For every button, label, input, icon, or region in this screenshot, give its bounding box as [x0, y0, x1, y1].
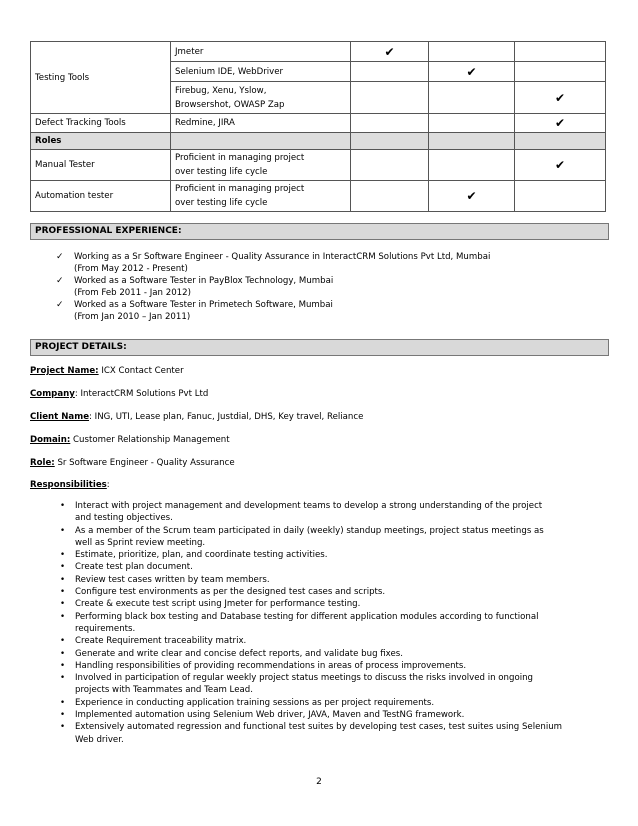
experience-dates: (From Jan 2010 – Jan 2011) — [74, 312, 191, 322]
list-item — [30, 561, 605, 573]
list-item — [30, 525, 605, 550]
client-label: Client Name — [30, 412, 90, 422]
responsibility-line: Generate and write clear and concise defect reports, and validate bug fixes. — [75, 648, 403, 659]
responsibilities-row — [30, 480, 600, 490]
responsibility-line: Experience in conducting application training sessions as per project requirements. — [75, 697, 435, 708]
responsibility-line: Estimate, prioritize, plan, and coordinate testing activities. — [75, 550, 328, 561]
bullet-icon: • — [60, 611, 66, 622]
company-row — [30, 389, 600, 399]
bullet-icon: • — [60, 673, 66, 684]
project-details-heading: PROJECT DETAILS: — [30, 339, 609, 356]
client-row — [30, 412, 600, 422]
check-icon: ✓ — [56, 300, 64, 310]
professional-experience-heading: PROFESSIONAL EXPERIENCE: — [30, 223, 609, 240]
defect-tracking-label: Defect Tracking Tools — [31, 114, 171, 133]
role-automation-tester: Automation tester — [31, 181, 171, 212]
project-name-row — [30, 366, 600, 376]
responsibilities-list — [30, 500, 605, 746]
experience-line: Worked as a Software Tester in PayBlox Technology, Mumbai — [74, 276, 334, 286]
responsibility-line: Configure test environments as per the designed test cases and scripts. — [75, 587, 386, 598]
company-label: Company — [30, 389, 75, 399]
list-item — [30, 299, 590, 323]
check-mark-icon: ✔ — [351, 42, 429, 62]
check-mark-icon: ✔ — [429, 181, 515, 212]
experience-line: Working as a Sr Software Engineer - Quality Assurance in InteractCRM Solutions Pvt Ltd, Mumbai — [74, 252, 491, 262]
bullet-icon: • — [60, 587, 66, 598]
bullet-icon: • — [60, 710, 66, 721]
list-item — [30, 709, 605, 721]
list-item — [30, 611, 605, 636]
bullet-icon: • — [60, 501, 66, 511]
responsibility-line: Interact with project management and development teams to develop a strong understanding of the project — [75, 501, 543, 511]
project-name-value: ICX Contact Center — [98, 366, 184, 376]
experience-dates: (From Feb 2011 - Jan 2012) — [74, 288, 191, 298]
list-item — [30, 549, 605, 561]
responsibility-line: and testing objectives. — [75, 513, 173, 524]
tool-firebug-line2: Browsershot, OWASP Zap — [175, 99, 285, 110]
list-item — [30, 574, 605, 586]
role-value: Sr Software Engineer - Quality Assurance — [54, 458, 235, 468]
page-number: 2 — [316, 777, 322, 787]
responsibility-line: Create Requirement traceability matrix. — [75, 636, 247, 647]
list-item — [30, 648, 605, 660]
role-desc-line1: Proficient in managing project — [175, 184, 305, 194]
bullet-icon: • — [60, 550, 66, 561]
responsibility-line: Handling responsibilities of providing recommendations in areas of process improvements. — [75, 660, 467, 671]
role-desc-line2: over testing life cycle — [175, 198, 268, 208]
role-label: Role: — [30, 458, 55, 468]
check-mark-icon: ✔ — [429, 62, 515, 82]
bullet-icon: • — [60, 574, 66, 585]
bullet-icon: • — [60, 525, 66, 536]
list-item — [30, 697, 605, 709]
responsibility-line: Performing black box testing and Database testing for different application modules according to functional — [75, 611, 539, 622]
tool-selenium: Selenium IDE, WebDriver — [171, 62, 351, 82]
tool-jmeter: Jmeter — [171, 42, 351, 62]
experience-dates: (From May 2012 - Present) — [74, 264, 188, 274]
bullet-icon: • — [60, 599, 66, 610]
bullet-icon: • — [60, 562, 66, 573]
responsibility-line: Extensively automated regression and functional test suites by developing test cases, test suites using Selenium — [75, 722, 563, 733]
responsibility-line: projects with Teammates and Team Lead. — [75, 685, 253, 696]
list-item — [30, 598, 605, 610]
responsibility-line: Implemented automation using Selenium Web driver, JAVA, Maven and TestNG framework. — [75, 710, 465, 721]
role-manual-tester: Manual Tester — [31, 150, 171, 181]
domain-value: Customer Relationship Management — [70, 435, 230, 445]
skills-table — [30, 41, 606, 212]
check-mark-icon: ✔ — [515, 150, 606, 181]
responsibility-line: Involved in participation of regular weekly project status meetings to discuss the risks involved in ongoing — [75, 673, 533, 684]
bullet-icon: • — [60, 697, 66, 708]
check-icon: ✓ — [56, 252, 64, 262]
check-mark-icon: ✔ — [515, 114, 606, 133]
experience-line: Worked as a Software Tester in Primetech Software, Mumbai — [74, 300, 333, 310]
list-item — [30, 275, 590, 299]
domain-label: Domain: — [30, 435, 71, 445]
role-row — [30, 458, 600, 468]
list-item — [30, 660, 605, 672]
responsibilities-label: Responsibilities — [30, 480, 107, 490]
bullet-icon: • — [60, 722, 66, 733]
list-item — [30, 635, 605, 647]
role-automation-desc — [171, 181, 351, 212]
tool-firebug — [171, 82, 351, 114]
responsibility-line: Create & execute test script using Jmeter for performance testing. — [75, 599, 361, 610]
tool-firebug-line1: Firebug, Xenu, Yslow, — [175, 85, 267, 96]
list-item — [30, 251, 590, 275]
project-name-label: Project Name: — [30, 366, 99, 376]
bullet-icon: • — [60, 648, 66, 659]
responsibilities-colon: : — [106, 480, 110, 490]
role-desc-line1: Proficient in managing project — [175, 153, 305, 163]
list-item — [30, 586, 605, 598]
responsibility-line: requirements. — [75, 623, 136, 634]
list-item — [30, 672, 605, 697]
role-manual-desc — [171, 150, 351, 181]
responsibility-line: Review test cases written by team members. — [75, 574, 270, 585]
responsibility-line: well as Sprint review meeting. — [75, 537, 206, 548]
responsibility-line: Web driver. — [75, 734, 124, 745]
responsibility-line: Create test plan document. — [75, 562, 193, 573]
check-icon: ✓ — [56, 276, 64, 286]
testing-tools-label: Testing Tools — [31, 42, 171, 114]
list-item — [30, 721, 605, 746]
role-desc-line2: over testing life cycle — [175, 167, 268, 177]
responsibility-line: As a member of the Scrum team participated in daily (weekly) standup meetings, project status meetings as — [75, 525, 544, 536]
bullet-icon: • — [60, 660, 66, 671]
experience-list — [30, 251, 590, 323]
roles-header: Roles — [31, 133, 171, 150]
check-mark-icon: ✔ — [515, 82, 606, 114]
defect-tools: Redmine, JIRA — [171, 114, 351, 133]
bullet-icon: • — [60, 636, 66, 647]
domain-row — [30, 435, 600, 445]
client-value: : ING, UTI, Lease plan, Fanuc, Justdial, DHS, Key travel, Reliance — [89, 412, 364, 422]
company-value: : InteractCRM Solutions Pvt Ltd — [74, 389, 209, 399]
list-item — [30, 500, 605, 525]
